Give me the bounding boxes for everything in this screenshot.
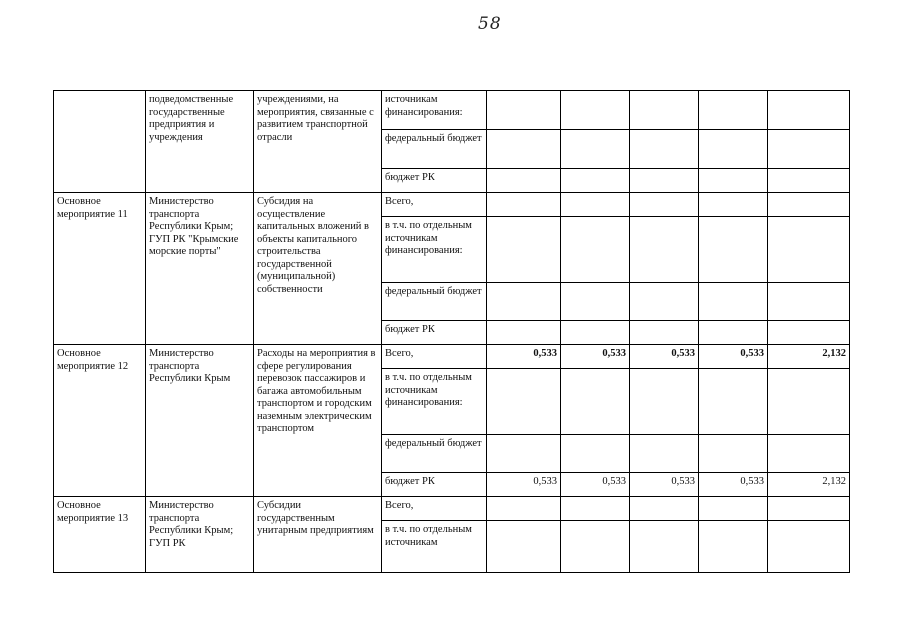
value-cell: 0,533: [561, 345, 630, 369]
value-cell: [561, 435, 630, 473]
value-cell: 2,132: [768, 345, 850, 369]
table-row: [54, 91, 850, 130]
value-cell: [699, 435, 768, 473]
value-cell: [699, 497, 768, 521]
executor-cell: Министерство транспорта Республики Крым; ГУП РК "Крымские морские порты": [146, 193, 254, 345]
value-cell: [487, 435, 561, 473]
value-cell: [630, 217, 699, 283]
source-cell: федеральный бюджет: [382, 130, 487, 169]
value-cell: [768, 169, 850, 193]
value-cell: [561, 91, 630, 130]
value-cell: [487, 283, 561, 321]
value-cell: 0,533: [630, 473, 699, 497]
measure-cell: Расходы на мероприятия в сфере регулирования перевозок пассажиров и багажа автомобильным транспортом и городским наземным электрическим транспортом: [254, 345, 382, 497]
table-row: [54, 193, 850, 217]
value-cell: [699, 91, 768, 130]
value-cell: 0,533: [487, 473, 561, 497]
measure-cell: Субсидии государственным унитарным предприятиям: [254, 497, 382, 573]
table-row: [54, 497, 850, 521]
budget-table: [53, 90, 850, 573]
activity-cell: [54, 91, 146, 193]
value-cell: [561, 369, 630, 435]
value-cell: 2,132: [768, 473, 850, 497]
value-cell: [630, 321, 699, 345]
source-cell: Всего,: [382, 345, 487, 369]
measure-cell: Субсидия на осуществление капитальных вложений в объекты капитального строительства государственной (муниципальной) собственности: [254, 193, 382, 345]
measure-cell: учреждениями, на мероприятия, связанные с развитием транспортной отрасли: [254, 91, 382, 193]
value-cell: [487, 521, 561, 573]
value-cell: 0,533: [699, 473, 768, 497]
activity-cell: Основное мероприятие 11: [54, 193, 146, 345]
executor-cell: Министерство транспорта Республики Крым: [146, 345, 254, 497]
source-cell: бюджет РК: [382, 473, 487, 497]
value-cell: [561, 521, 630, 573]
value-cell: [768, 521, 850, 573]
value-cell: 0,533: [699, 345, 768, 369]
executor-cell: подведомственные государственные предприятия и учреждения: [146, 91, 254, 193]
value-cell: [768, 497, 850, 521]
value-cell: [487, 91, 561, 130]
value-cell: 0,533: [561, 473, 630, 497]
value-cell: [768, 435, 850, 473]
value-cell: [630, 193, 699, 217]
value-cell: [768, 321, 850, 345]
value-cell: [561, 283, 630, 321]
executor-cell: Министерство транспорта Республики Крым; ГУП РК: [146, 497, 254, 573]
value-cell: [699, 193, 768, 217]
value-cell: [561, 130, 630, 169]
table-row: [54, 345, 850, 369]
value-cell: [630, 283, 699, 321]
value-cell: [699, 169, 768, 193]
value-cell: [768, 217, 850, 283]
value-cell: [768, 369, 850, 435]
value-cell: 0,533: [487, 345, 561, 369]
page-number: 58: [478, 14, 502, 34]
value-cell: [561, 169, 630, 193]
value-cell: 0,533: [630, 345, 699, 369]
source-cell: федеральный бюджет: [382, 283, 487, 321]
source-cell: в т.ч. по отдельным источникам финансирования:: [382, 217, 487, 283]
value-cell: [699, 217, 768, 283]
value-cell: [487, 217, 561, 283]
value-cell: [487, 497, 561, 521]
value-cell: [487, 130, 561, 169]
source-cell: в т.ч. по отдельным источникам: [382, 521, 487, 573]
value-cell: [699, 283, 768, 321]
value-cell: [630, 91, 699, 130]
source-cell: Всего,: [382, 193, 487, 217]
value-cell: [768, 91, 850, 130]
value-cell: [768, 130, 850, 169]
source-cell: бюджет РК: [382, 169, 487, 193]
value-cell: [487, 169, 561, 193]
value-cell: [768, 193, 850, 217]
value-cell: [699, 521, 768, 573]
value-cell: [561, 497, 630, 521]
value-cell: [487, 193, 561, 217]
value-cell: [630, 521, 699, 573]
value-cell: [630, 369, 699, 435]
value-cell: [630, 169, 699, 193]
value-cell: [699, 369, 768, 435]
value-cell: [630, 130, 699, 169]
activity-cell: Основное мероприятие 13: [54, 497, 146, 573]
value-cell: [630, 435, 699, 473]
value-cell: [561, 321, 630, 345]
value-cell: [699, 321, 768, 345]
source-cell: в т.ч. по отдельным источникам финансирования:: [382, 369, 487, 435]
value-cell: [487, 321, 561, 345]
source-cell: бюджет РК: [382, 321, 487, 345]
value-cell: [561, 217, 630, 283]
source-cell: федеральный бюджет: [382, 435, 487, 473]
value-cell: [630, 497, 699, 521]
value-cell: [561, 193, 630, 217]
value-cell: [768, 283, 850, 321]
value-cell: [699, 130, 768, 169]
activity-cell: Основное мероприятие 12: [54, 345, 146, 497]
source-cell: Всего,: [382, 497, 487, 521]
source-cell: источникам финансирования:: [382, 91, 487, 130]
value-cell: [487, 369, 561, 435]
